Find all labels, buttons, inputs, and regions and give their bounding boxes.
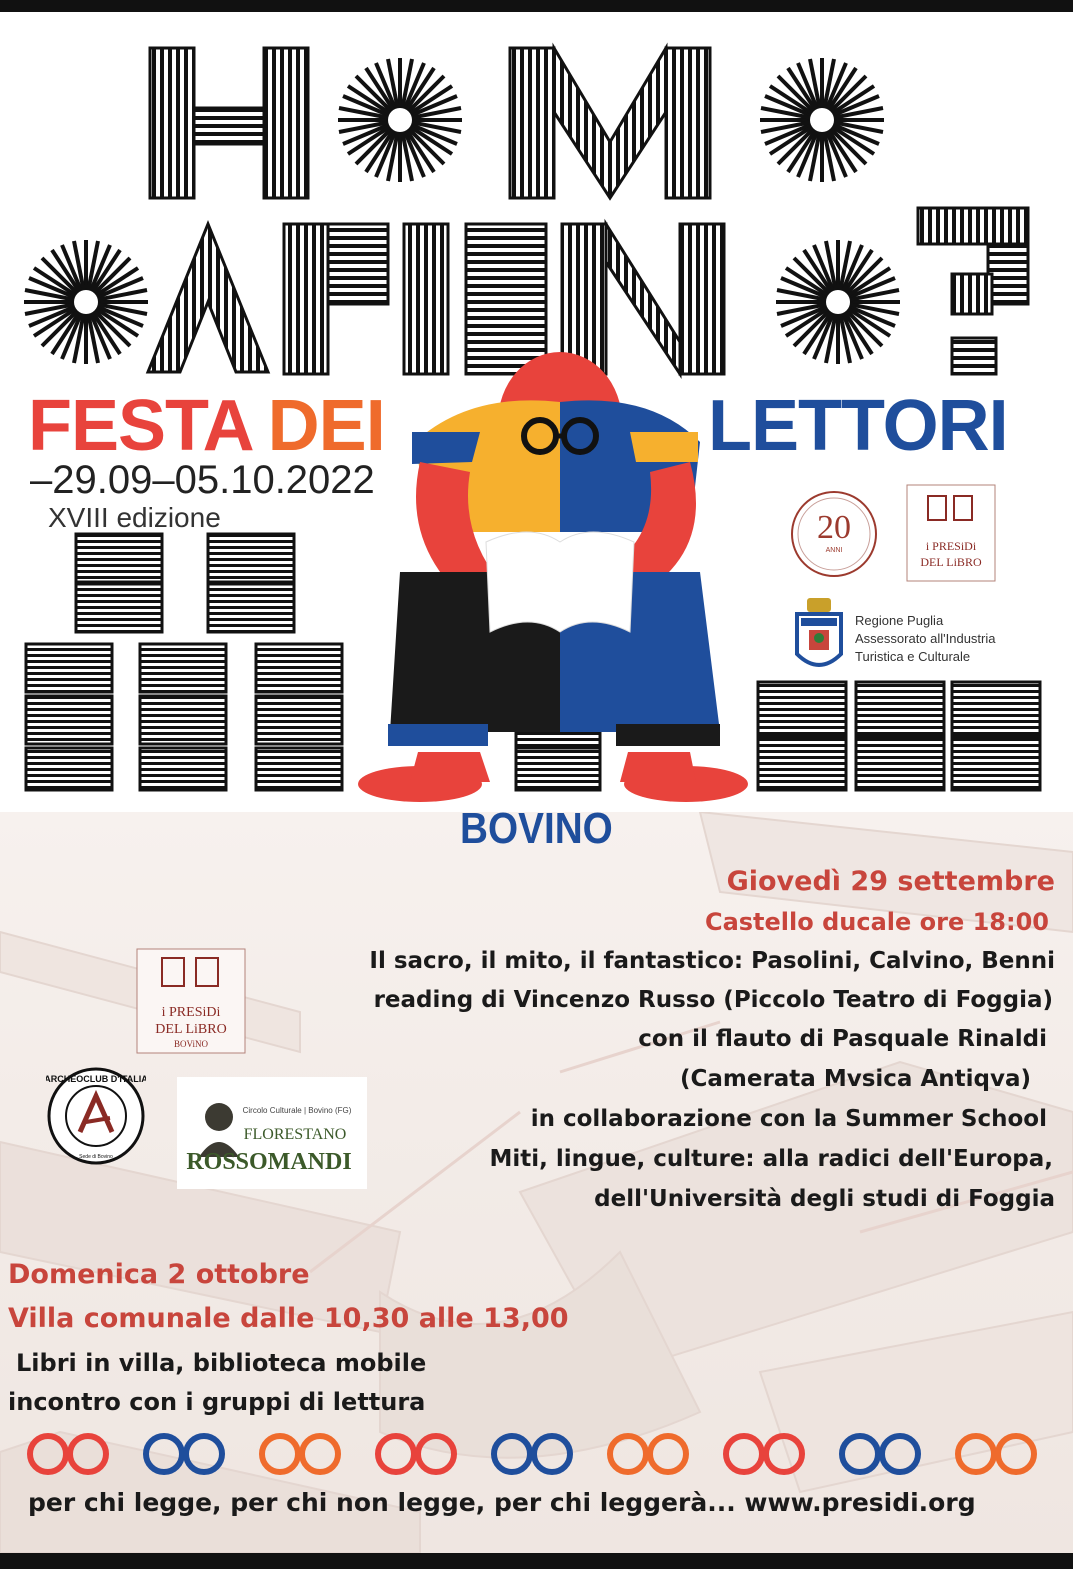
poster-header [0,12,1073,812]
town-title: BOVINO [460,804,613,853]
presidi-mid-line3: BOViNO [174,1039,208,1049]
festival-dates: –29.09–05.10.2022 [30,458,375,502]
rossomandi-icon [177,1077,367,1189]
event2-line2: incontro con i gruppi di lettura [8,1388,426,1416]
event1-line3: con il flauto di Pasquale Rinaldi [638,1026,1047,1052]
presidi-top-line1: i PRESiDi [925,539,977,553]
florestano-text: FLORESTANO [243,1126,347,1143]
top-border [0,0,1073,12]
regione-puglia-crest-icon [793,598,845,676]
archeoclub-icon [46,1066,146,1166]
archeoclub-name: ARCHEOCLUB D'ITALIA [46,1074,146,1084]
dei-word: DEI [267,386,385,466]
presidi-bovino-icon [136,948,246,1054]
glasses-pair-icon [494,1436,570,1472]
bottom-border [0,1553,1073,1569]
anniversary-sub: ANNI [825,547,843,554]
presidi-logo-bovino [136,948,246,1054]
event1-day: Giovedì 29 settembre [726,866,1055,897]
regione-puglia-text [855,612,1045,666]
event1-line2: reading di Vincenzo Russo (Piccolo Teatro di Foggia) [373,987,1053,1013]
presidi-mid-line1: i PRESiDi [161,1005,221,1020]
presidi-mid-line2: DEL LiBRO [155,1022,227,1037]
event1-line1: Il sacro, il mito, il fantastico: Pasolini, Calvino, Benni [369,948,1055,974]
regione-line1: Regione Puglia [855,613,944,628]
event2-line1: Libri in villa, biblioteca mobile [16,1349,427,1377]
regione-line2: Assessorato all'Industria [855,631,996,646]
glasses-pair-icon [958,1436,1034,1472]
circolo-text: Circolo Culturale | Bovino (FG) [242,1106,352,1115]
event1-line4: (Camerata Mvsica Antiqva) [679,1066,1031,1092]
presidi-top-line2: DEL LiBRO [920,555,982,569]
glasses-pair-icon [842,1436,918,1472]
archeoclub-sub: Sede di Bovino [79,1154,113,1160]
edition-label: XVIII edizione [48,502,221,533]
event2-place: Villa comunale dalle 10,30 alle 13,00 [8,1303,569,1334]
rossomandi-text: ROSSOMANDI [186,1149,352,1175]
event2-day: Domenica 2 ottobre [8,1259,310,1290]
glasses-pair-icon [146,1436,222,1472]
glasses-pair-icon [30,1436,106,1472]
festa-word: FESTA [28,386,254,466]
presidi-book-icon [906,484,996,582]
presidi-logo-top [906,484,996,582]
glasses-pair-icon [378,1436,454,1472]
event1-place: Castello ducale ore 18:00 [704,908,1049,936]
anniversary-number: 20 [817,509,851,546]
glasses-row [20,1430,1060,1480]
glasses-pair-icon [262,1436,338,1472]
title-art [0,12,1073,412]
anniversary-logo [788,488,880,580]
regione-line3: Turistica e Culturale [855,649,971,664]
lettori-word: LETTORI [708,386,1008,466]
footer-tagline: per chi legge, per chi non legge, per chi leggerà... www.presidi.org [28,1488,976,1517]
event1-line7: dell'Università degli studi di Foggia [594,1186,1055,1212]
glasses-pair-icon [610,1436,686,1472]
festa-dei-title [28,386,385,466]
archeoclub-logo [46,1066,146,1166]
event1-line6: Miti, lingue, culture: alla radici dell'Europa, [489,1146,1053,1172]
rossomandi-logo [177,1077,367,1189]
glasses-pair-icon [726,1436,802,1472]
event1-line5: in collaborazione con la Summer School [530,1106,1047,1132]
